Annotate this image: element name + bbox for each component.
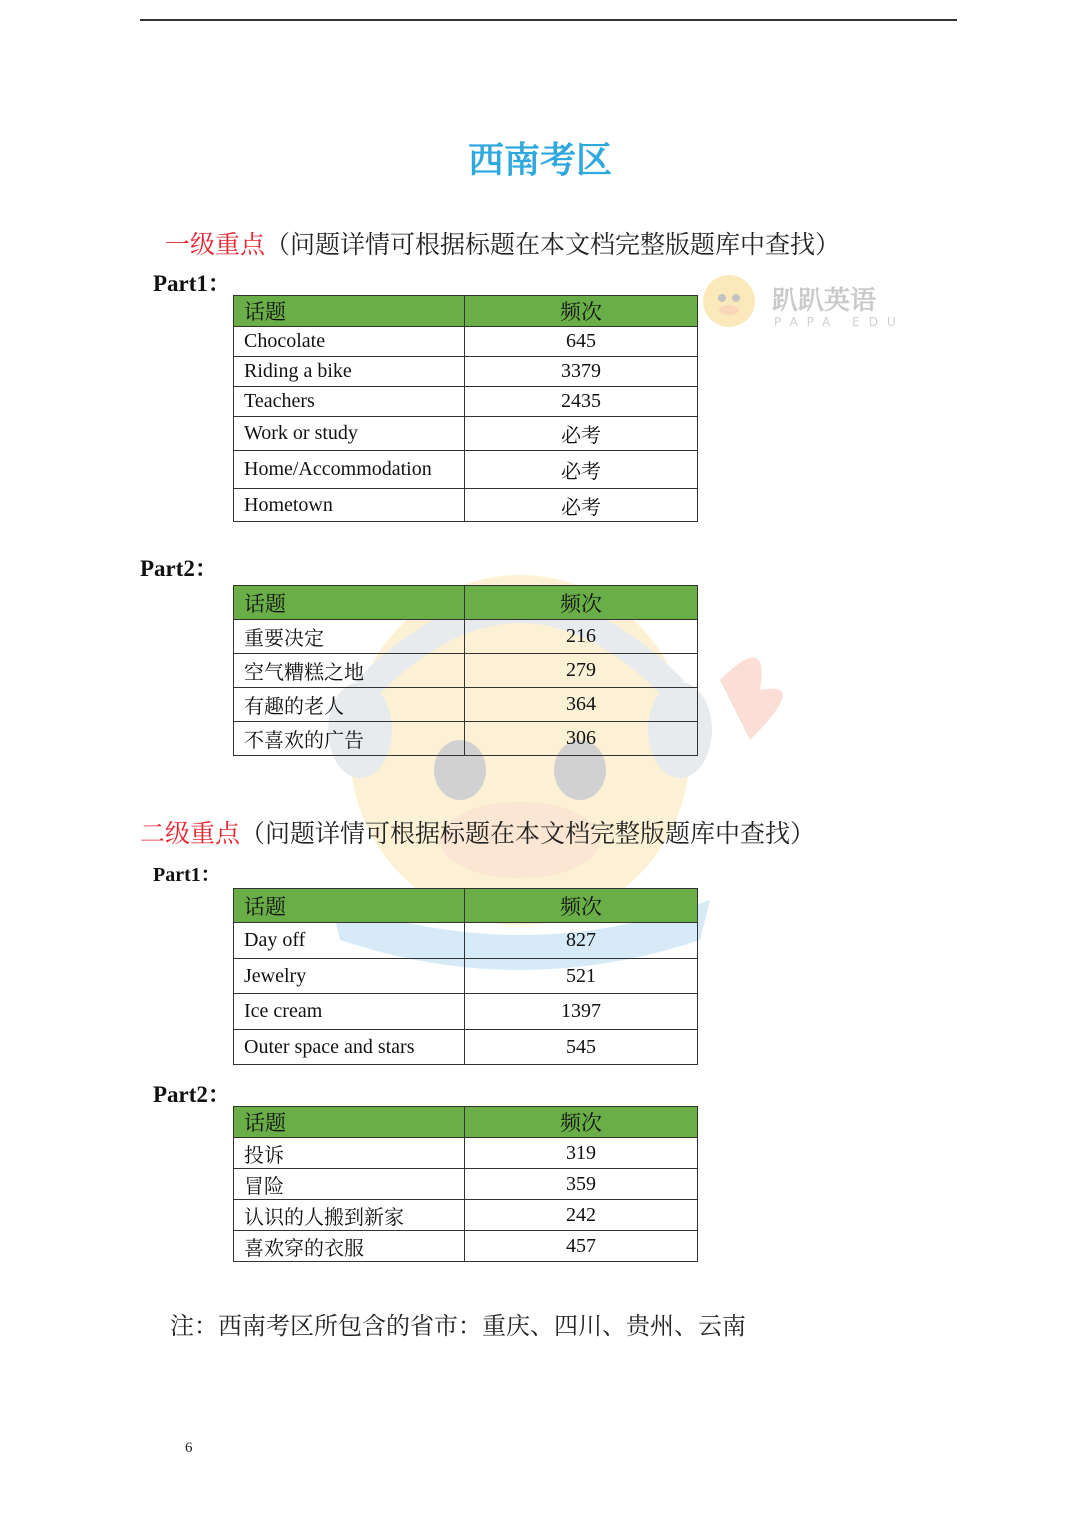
topic-cell: Ice cream bbox=[234, 994, 465, 1030]
topic-cell: Teachers bbox=[234, 387, 465, 417]
table-row bbox=[234, 620, 698, 654]
header-frequency: 频次 bbox=[465, 296, 698, 327]
topic-cell: Hometown bbox=[234, 489, 465, 522]
topic-cell: Work or study bbox=[234, 417, 465, 451]
header-frequency: 频次 bbox=[465, 1107, 698, 1138]
table-row bbox=[234, 1030, 698, 1065]
level2-part2-label: Part2： bbox=[153, 1082, 231, 1107]
topic-cell: Outer space and stars bbox=[234, 1030, 465, 1065]
frequency-cell: 319 bbox=[465, 1138, 698, 1169]
duck-logo-icon bbox=[700, 272, 758, 330]
topic-cell: 喜欢穿的衣服 bbox=[234, 1231, 465, 1262]
topic-cell: 空气糟糕之地 bbox=[234, 654, 465, 688]
table-row bbox=[234, 654, 698, 688]
table-row bbox=[234, 489, 698, 522]
header-topic: 话题 bbox=[234, 1107, 465, 1138]
table-row bbox=[234, 451, 698, 489]
level2-part1-table bbox=[233, 888, 698, 1065]
frequency-cell: 必考 bbox=[465, 489, 698, 522]
topic-cell: 不喜欢的广告 bbox=[234, 722, 465, 756]
header-frequency: 频次 bbox=[465, 586, 698, 620]
header-topic: 话题 bbox=[234, 296, 465, 327]
table-header-row bbox=[234, 889, 698, 923]
table-header-row bbox=[234, 1107, 698, 1138]
header-frequency: 频次 bbox=[465, 889, 698, 923]
level1-heading-label: 一级重点 bbox=[165, 232, 266, 259]
header-topic: 话题 bbox=[234, 889, 465, 923]
level2-heading bbox=[140, 814, 815, 850]
topic-cell: 认识的人搬到新家 bbox=[234, 1200, 465, 1231]
watermark-brand: 趴趴英语 bbox=[772, 286, 877, 316]
topic-cell: 重要决定 bbox=[234, 620, 465, 654]
frequency-cell: 必考 bbox=[465, 451, 698, 489]
level2-heading-note: （问题详情可根据标题在本文档完整版题库中查找） bbox=[240, 821, 816, 848]
frequency-cell: 3379 bbox=[465, 357, 698, 387]
table-row bbox=[234, 1138, 698, 1169]
level2-heading-label: 二级重点 bbox=[140, 821, 241, 848]
table-row bbox=[234, 1200, 698, 1231]
level1-heading bbox=[165, 225, 840, 261]
topic-cell: Riding a bike bbox=[234, 357, 465, 387]
frequency-cell: 359 bbox=[465, 1169, 698, 1200]
topic-cell: Jewelry bbox=[234, 959, 465, 994]
table-row bbox=[234, 1169, 698, 1200]
topic-cell: Day off bbox=[234, 923, 465, 959]
table-row bbox=[234, 994, 698, 1030]
frequency-cell: 364 bbox=[465, 688, 698, 722]
frequency-cell: 645 bbox=[465, 327, 698, 357]
level1-part2-table bbox=[233, 585, 698, 756]
table-row bbox=[234, 357, 698, 387]
page-title: 西南考区 bbox=[467, 140, 612, 181]
watermark-subtitle: PAPA EDU bbox=[774, 315, 905, 329]
frequency-cell: 306 bbox=[465, 722, 698, 756]
topic-cell: 冒险 bbox=[234, 1169, 465, 1200]
frequency-cell: 521 bbox=[465, 959, 698, 994]
header-topic: 话题 bbox=[234, 586, 465, 620]
frequency-cell: 279 bbox=[465, 654, 698, 688]
topic-cell: Home/Accommodation bbox=[234, 451, 465, 489]
level1-part1-table bbox=[233, 295, 698, 522]
table-row bbox=[234, 688, 698, 722]
topic-cell: 投诉 bbox=[234, 1138, 465, 1169]
table-row bbox=[234, 1231, 698, 1262]
frequency-cell: 242 bbox=[465, 1200, 698, 1231]
frequency-cell: 827 bbox=[465, 923, 698, 959]
frequency-cell: 必考 bbox=[465, 417, 698, 451]
table-row bbox=[234, 923, 698, 959]
frequency-cell: 2435 bbox=[465, 387, 698, 417]
table-row bbox=[234, 959, 698, 994]
level1-part2-label: Part2： bbox=[140, 556, 218, 581]
header-rule bbox=[140, 19, 957, 21]
table-row bbox=[234, 417, 698, 451]
table-header-row bbox=[234, 296, 698, 327]
level1-heading-note: （问题详情可根据标题在本文档完整版题库中查找） bbox=[265, 232, 841, 259]
frequency-cell: 457 bbox=[465, 1231, 698, 1262]
frequency-cell: 216 bbox=[465, 620, 698, 654]
topic-cell: Chocolate bbox=[234, 327, 465, 357]
level1-part1-label: Part1： bbox=[153, 271, 231, 296]
table-row bbox=[234, 387, 698, 417]
topic-cell: 有趣的老人 bbox=[234, 688, 465, 722]
table-row bbox=[234, 327, 698, 357]
region-note: 注：西南考区所包含的省市：重庆、四川、贵州、云南 bbox=[170, 1314, 746, 1340]
table-header-row bbox=[234, 586, 698, 620]
level2-part2-table bbox=[233, 1106, 698, 1262]
page-number: 6 bbox=[185, 1440, 193, 1456]
frequency-cell: 1397 bbox=[465, 994, 698, 1030]
frequency-cell: 545 bbox=[465, 1030, 698, 1065]
table-row bbox=[234, 722, 698, 756]
level2-part1-label: Part1： bbox=[153, 864, 221, 886]
